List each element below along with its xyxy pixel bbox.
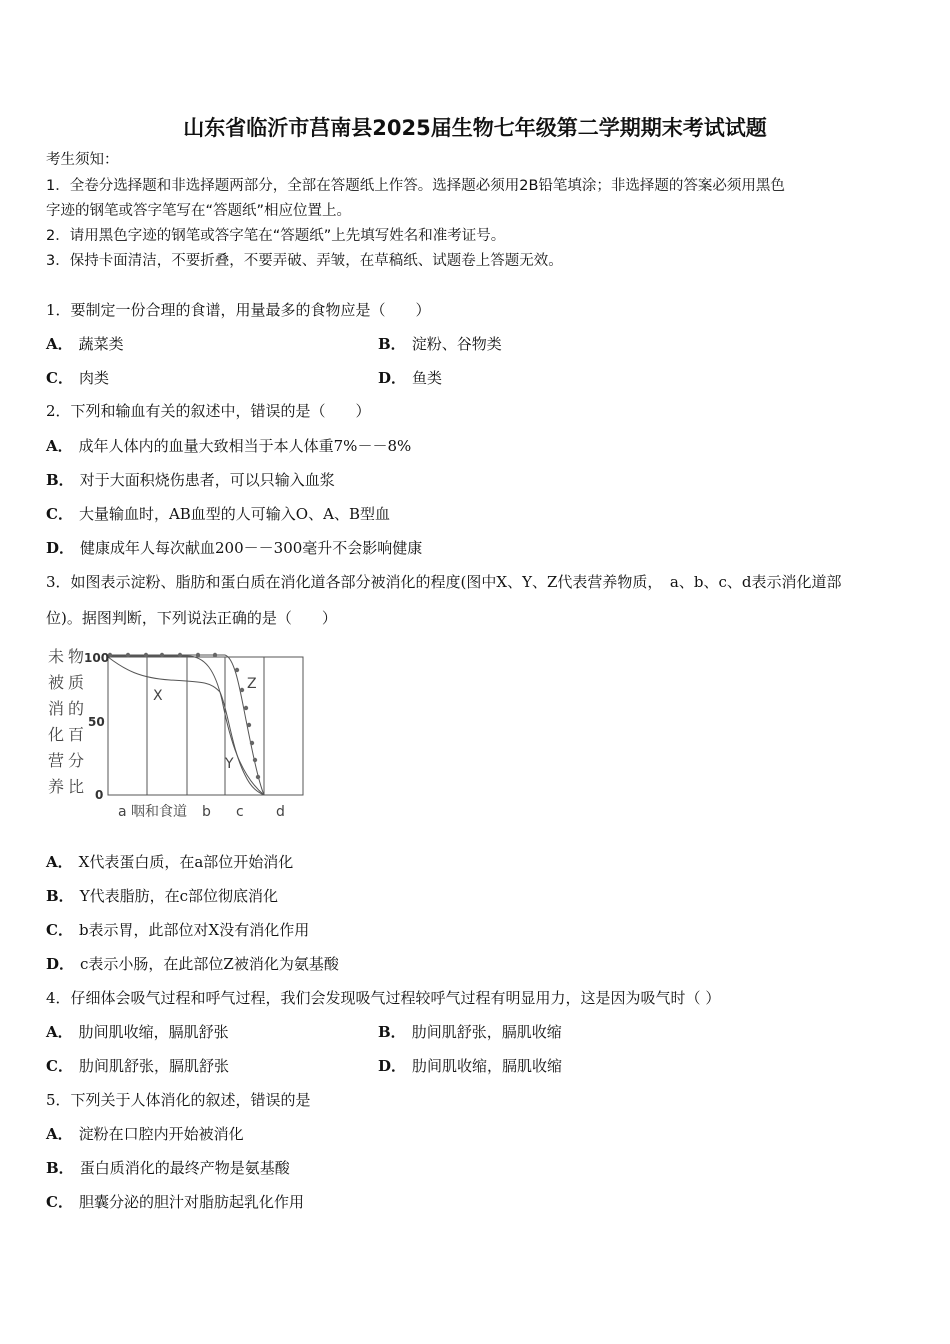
option-key: C． xyxy=(46,921,73,939)
svg-text:物: 物 xyxy=(68,647,85,666)
question-stem: 3．如图表示淀粉、脂肪和蛋白质在消化道各部分被消化的程度(图中X、Y、Z代表营养物质， a、b、c、d表示消化道部 xyxy=(46,573,842,591)
question-stem: 2．下列和输血有关的叙述中，错误的是（ ） xyxy=(46,402,371,420)
option-c[interactable] xyxy=(46,368,109,388)
option-key: D． xyxy=(46,539,75,557)
option-c[interactable] xyxy=(46,1192,304,1212)
option-a[interactable] xyxy=(46,436,411,456)
option-text: 成年人体内的血量大致相当于本人体重7%－－8% xyxy=(78,437,412,455)
option-text: 肋间肌收缩，膈肌舒张 xyxy=(78,1023,229,1041)
notice-line: 字迹的钢笔或答字笔写在“答题纸”相应位置上。 xyxy=(46,203,352,219)
page-title: 山东省临沂市莒南县2025届生物七年级第二学期期末考试试题 xyxy=(183,116,767,140)
xlabel-c: c xyxy=(236,804,244,820)
option-b[interactable] xyxy=(378,334,502,354)
svg-text:分: 分 xyxy=(68,751,85,770)
curve-y xyxy=(108,656,264,795)
curve-label-x: X xyxy=(153,688,163,704)
svg-text:营: 营 xyxy=(48,751,65,770)
notice-line: 3．保持卡面清洁，不要折叠，不要弄破、弄皱，在草稿纸、试题卷上答题无效。 xyxy=(46,253,563,269)
ytick: 100 xyxy=(84,651,110,665)
option-text: b表示胃，此部位对X没有消化作用 xyxy=(78,921,310,939)
ylabel-col1: 未 xyxy=(48,647,65,666)
curve-z xyxy=(108,655,264,795)
option-text: 胆囊分泌的胆汁对脂肪起乳化作用 xyxy=(78,1193,304,1211)
option-a[interactable] xyxy=(46,334,124,354)
svg-text:质: 质 xyxy=(68,673,85,692)
option-d[interactable] xyxy=(46,954,339,974)
option-d[interactable] xyxy=(46,538,422,558)
plot-frame xyxy=(108,657,303,795)
xlabel-a: a 咽和食道 xyxy=(118,804,188,820)
option-c[interactable] xyxy=(46,920,309,940)
option-key: A． xyxy=(46,853,73,871)
svg-text:化: 化 xyxy=(48,725,65,744)
option-text: 淀粉、谷物类 xyxy=(411,335,502,353)
notice-heading: 考生须知： xyxy=(46,152,119,168)
svg-text:被: 被 xyxy=(48,673,65,692)
option-key: B． xyxy=(46,1159,74,1177)
option-key: D． xyxy=(378,369,407,387)
option-b[interactable] xyxy=(378,1022,562,1042)
option-key: B． xyxy=(46,471,74,489)
option-key: C． xyxy=(46,1193,73,1211)
notice-line: 1．全卷分选择题和非选择题两部分，全部在答题纸上作答。选择题必须用2B铅笔填涂；非选择题的答案必须用黑色 xyxy=(46,178,785,194)
option-text: 淀粉在口腔内开始被消化 xyxy=(78,1125,244,1143)
option-text: 肋间肌舒张，膈肌收缩 xyxy=(411,1023,562,1041)
xlabel-d: d xyxy=(276,804,285,820)
option-key: D． xyxy=(46,955,75,973)
option-text: 对于大面积烧伤患者，可以只输入血浆 xyxy=(79,471,335,489)
option-d[interactable] xyxy=(378,1056,562,1076)
question-stem: 4．仔细体会吸气过程和呼气过程，我们会发现吸气过程较呼气过程有明显用力，这是因为吸气时（ ） xyxy=(46,989,721,1007)
curve-label-z: Z xyxy=(247,676,257,692)
ytick: 0 xyxy=(95,788,104,802)
curve-label-y: Y xyxy=(225,756,234,772)
option-key: A． xyxy=(46,335,73,353)
option-key: B． xyxy=(378,1023,406,1041)
option-text: X代表蛋白质，在a部位开始消化 xyxy=(78,853,294,871)
digestion-figure xyxy=(40,640,320,830)
option-b[interactable] xyxy=(46,886,278,906)
question-stem: 5．下列关于人体消化的叙述，错误的是 xyxy=(46,1091,311,1109)
question-stem: 1．要制定一份合理的食谱，用量最多的食物应是（ ） xyxy=(46,301,431,319)
option-text: Y代表脂肪，在c部位彻底消化 xyxy=(79,887,278,905)
option-key: C． xyxy=(46,1057,73,1075)
option-key: A． xyxy=(46,1125,73,1143)
option-d[interactable] xyxy=(378,368,442,388)
option-key: B． xyxy=(46,887,74,905)
option-c[interactable] xyxy=(46,504,390,524)
option-c[interactable] xyxy=(46,1056,229,1076)
option-text: 大量输血时，AB血型的人可输入O、A、B型血 xyxy=(78,505,390,523)
option-a[interactable] xyxy=(46,852,293,872)
option-text: 蔬菜类 xyxy=(78,335,124,353)
ytick: 50 xyxy=(88,715,105,729)
option-key: C． xyxy=(46,369,73,387)
option-text: 肋间肌收缩，膈肌收缩 xyxy=(412,1057,563,1075)
option-text: 蛋白质消化的最终产物是氨基酸 xyxy=(79,1159,290,1177)
option-key: D． xyxy=(378,1057,407,1075)
option-text: 肋间肌舒张，膈肌舒张 xyxy=(78,1057,229,1075)
option-a[interactable] xyxy=(46,1022,229,1042)
option-text: 健康成年人每次献血200－－300毫升不会影响健康 xyxy=(80,539,423,557)
option-text: c表示小肠，在此部位Z被消化为氨基酸 xyxy=(80,955,339,973)
option-key: A． xyxy=(46,437,73,455)
question-stem: 位)。据图判断，下列说法正确的是（ ） xyxy=(46,609,337,627)
svg-text:百: 百 xyxy=(68,725,85,744)
svg-text:消: 消 xyxy=(48,699,65,718)
curve-x xyxy=(108,657,264,795)
notice-line: 2．请用黑色字迹的钢笔或答字笔在“答题纸”上先填写姓名和准考证号。 xyxy=(46,228,506,244)
option-key: A． xyxy=(46,1023,73,1041)
option-b[interactable] xyxy=(46,470,335,490)
svg-text:比: 比 xyxy=(68,777,85,796)
svg-text:养: 养 xyxy=(48,777,65,796)
option-a[interactable] xyxy=(46,1124,244,1144)
option-key: B． xyxy=(378,335,406,353)
option-text: 肉类 xyxy=(78,369,109,387)
option-text: 鱼类 xyxy=(412,369,443,387)
option-b[interactable] xyxy=(46,1158,290,1178)
xlabel-b: b xyxy=(202,804,211,820)
svg-text:的: 的 xyxy=(68,699,85,718)
option-key: C． xyxy=(46,505,73,523)
